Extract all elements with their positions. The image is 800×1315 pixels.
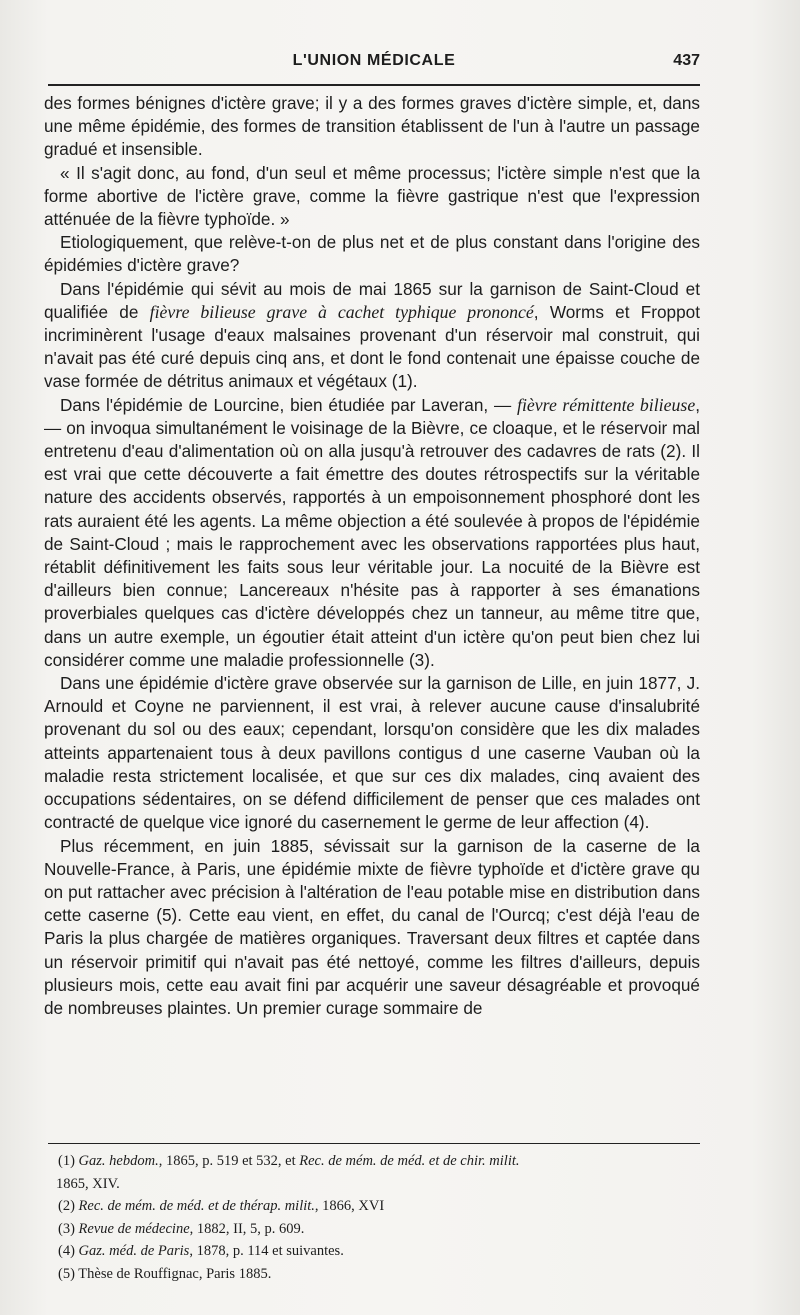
journal-title: L'UNION MÉDICALE: [292, 52, 456, 69]
paragraph-3: Etiologiquement, que relève-t-on de plus net et de plus constant dans l'origine des épidémies d'ictère grave?: [44, 232, 700, 276]
footnote-4-detail: , 1878, p. 114 et suivantes.: [189, 1243, 344, 1259]
footnote-5: [58, 1263, 698, 1286]
footnote-2-source: Rec. de mém. de méd. et de thérap. milit.: [78, 1198, 315, 1214]
header-rule: [48, 84, 700, 86]
footnote-rule: [48, 1143, 700, 1144]
footnote-4: [58, 1240, 698, 1263]
footnotes: [58, 1150, 698, 1285]
paragraph-4-italic: fièvre bilieuse grave à cachet typhique prononcé: [149, 301, 534, 322]
footnote-2: [58, 1195, 698, 1218]
footnote-3: [58, 1218, 698, 1241]
main-text: [44, 92, 700, 1020]
footnote-4-mark: (4): [58, 1243, 75, 1259]
paragraph-7: Plus récemment, en juin 1885, sévissait sur la garnison de la caserne de la Nouvelle-France, à Paris, une épidémie mixte de fièvre typhoïde et d'ictère grave qu on put rattacher avec précision à l'altération de l'eau potable mise en distribution dans cette caserne (5). Cette eau vient, en effet, du canal de l'Ourcq; c'est déjà l'eau de Paris la plus chargée de matières organiques. Traversant deux filtres et captée dans un réservoir primitif qui n'avait pas été nettoyé, comme les filtres d'ailleurs, depuis plusieurs mois, cette eau avait fini par acquérir une saveur désagréable et provoqué de nombreuses plaintes. Un premier curage sommaire de: [44, 835, 700, 1018]
running-head: [48, 50, 700, 76]
footnote-1-source-a: Gaz. hebdom.: [78, 1153, 159, 1169]
paragraph-5: [44, 394, 700, 672]
footnote-2-detail: , 1866, XVI: [314, 1198, 385, 1214]
paragraph-5-text-a: Dans l'épidémie de Lourcine, bien étudiée par Laveran, —: [60, 394, 518, 415]
paragraph-4-text-a: Dans l'épidémie qui sévit au mois de mai 1865 sur la garnison de Saint-Cloud et qualifiée de: [44, 278, 700, 322]
footnote-4-source: Gaz. méd. de Paris: [78, 1243, 190, 1259]
footnote-5-mark: (5): [58, 1265, 75, 1282]
footnote-3-source: Revue de médecine: [78, 1220, 190, 1237]
footnote-1-source-b: Rec. de mém. de méd. et de chir. milit.: [299, 1153, 520, 1169]
page-number: 437: [673, 52, 700, 69]
footnote-1-continuation: 1865, XIV.: [56, 1175, 120, 1192]
footnote-1-detail-a: , 1865, p. 519 et 532, et: [158, 1153, 300, 1169]
paragraph-5-italic: fièvre rémittente bilieuse: [517, 394, 696, 415]
footnote-1: [58, 1150, 698, 1173]
footnote-2-mark: (2): [58, 1198, 75, 1214]
footnote-3-detail: , 1882, II, 5, p. 609.: [189, 1220, 305, 1237]
paragraph-4-text-b: , Worms et Froppot incriminèrent l'usage d'eaux malsaines provenant d'un réservoir mal construit, qui n'avait pas été curé depuis cinq ans, et dont le fond contenait une épaisse couche de vase formée de détritus animaux et végétaux (1).: [44, 301, 700, 392]
footnote-1-mark: (1): [58, 1153, 75, 1169]
paragraph-5-text-b: , — on invoqua simultanément le voisinage de la Bièvre, ce cloaque, et le réservoir mal entretenu d'eau d'alimentation où on alla jusqu'à retrouver des cadavres de rats (2). Il est vrai que cette découverte a fait émettre des doutes rétrospectifs sur la véritable nature des accidents observés, rapportés à un empoisonnement phosphoré dont les rats auraient été les agents. La même objection a été soulevée à propos de l'épidémie de Saint-Cloud ; mais le rapprochement avec les observations rapportées plus haut, rétablit définitivement les faits sous leur véritable jour. La nocuité de la Bièvre est d'ailleurs bien connue; Lancereaux n'hésite pas à rapporter à ses émanations proverbiales quelques cas d'ictère développés chez un tanneur, au même titre que, dans un autre exemple, un égoutier était atteint d'un ictère qu'on peut bien chez lui considérer comme une maladie professionnelle (3).: [44, 394, 700, 670]
paragraph-2: « Il s'agit donc, au fond, d'un seul et même processus; l'ictère simple n'est que la forme abortive de l'ictère grave, comme la fièvre gastrique n'est que l'expression atténuée de la fièvre typhoïde. »: [44, 162, 700, 230]
paragraph-6: Dans une épidémie d'ictère grave observée sur la garnison de Lille, en juin 1877, J. Arnould et Coyne ne parviennent, il est vrai, à relever aucune cause d'insalubrité provenant du sol ou des eaux; cependant, lorsqu'on considère que les dix malades atteints appartenaient tous à deux pavillons contigus d une caserne Vauban où la maladie resta strictement localisée, et que sur ces dix malades, cinq avaient des occupations sédentaires, on se défend difficilement de penser que ces malades ont contracté de quelque vice ignoré du casernement le germe de leur affection (4).: [44, 673, 700, 833]
paragraph-1: des formes bénignes d'ictère grave; il y a des formes graves d'ictère simple, et, dans une même épidémie, des formes de transition établissent de l'un à l'autre un passage gradué et insensible.: [44, 93, 700, 160]
footnote-3-mark: (3): [58, 1220, 75, 1237]
footnote-5-detail: Thèse de Rouffignac, Paris 1885.: [78, 1265, 272, 1282]
paragraph-4: [44, 278, 700, 394]
